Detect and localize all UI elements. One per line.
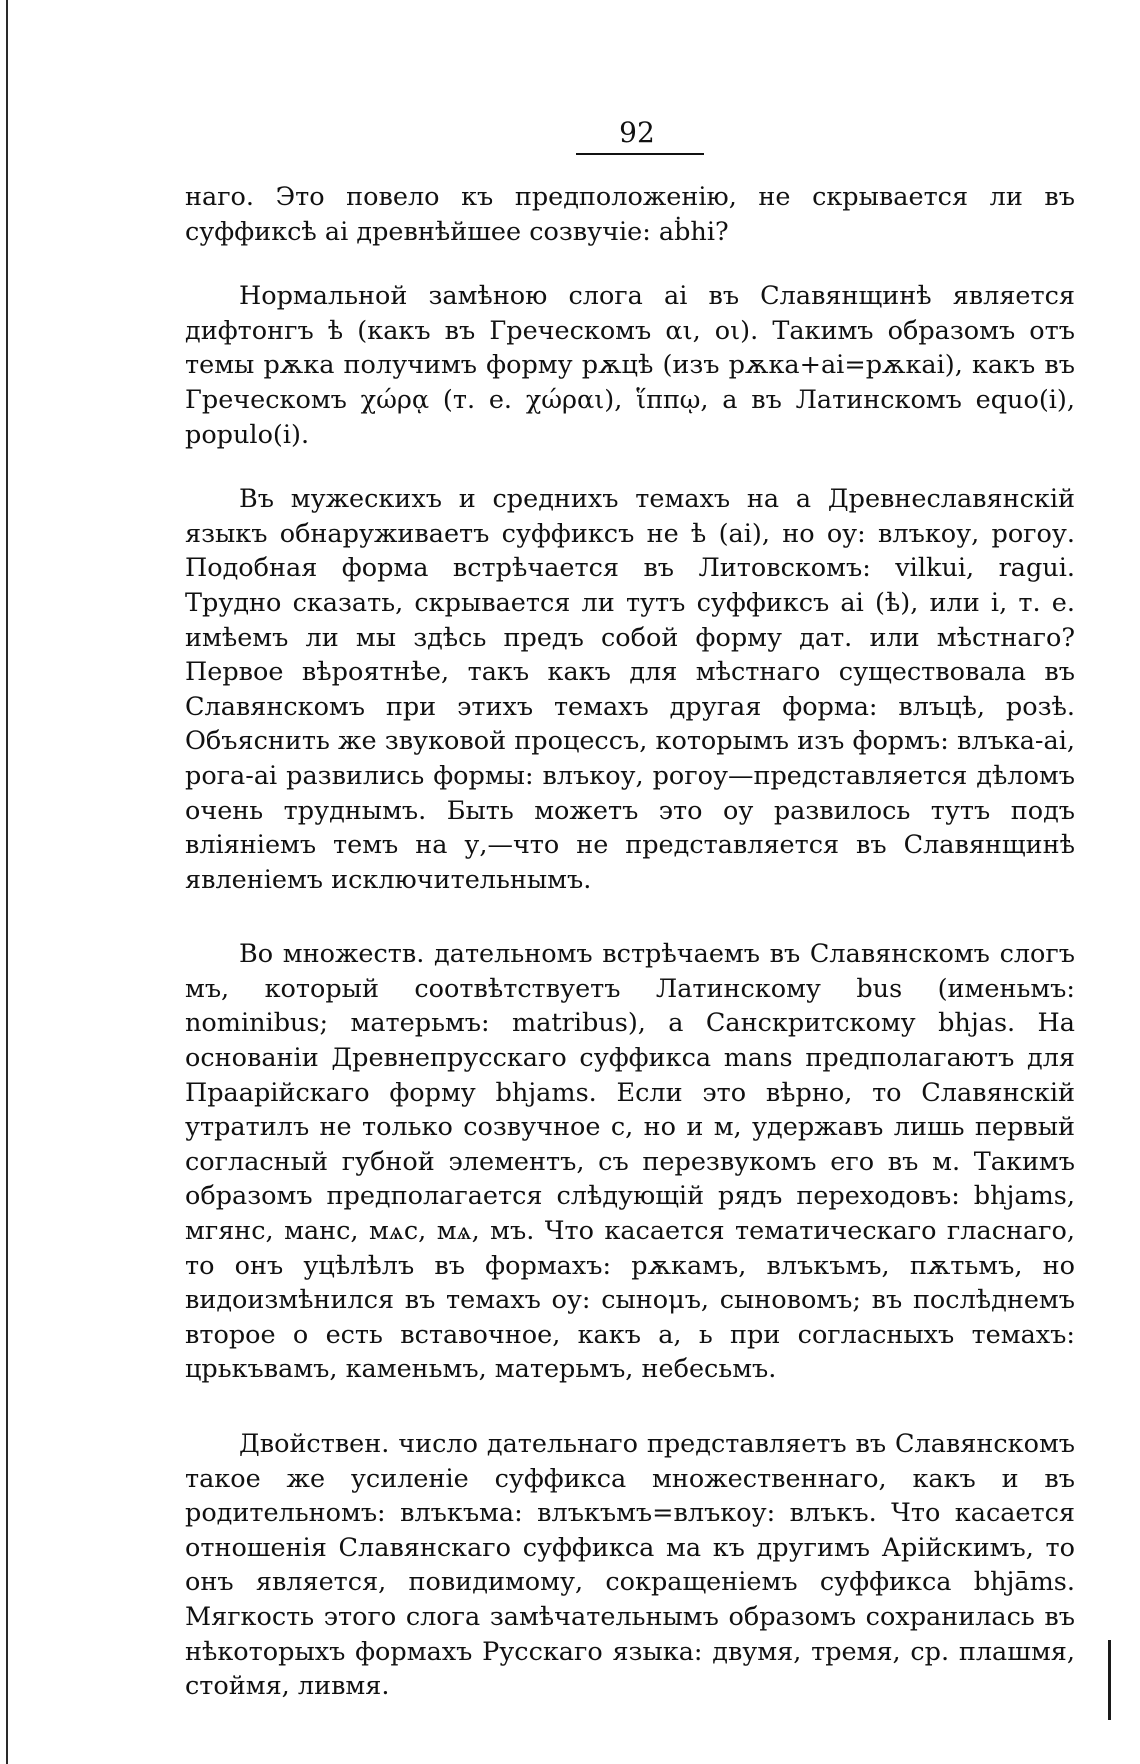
- paragraph-gap: [185, 452, 1075, 482]
- paragraph-1: наго. Это повело къ предположенію, не скрывается ли въ суффиксѣ ai древнѣйшее созвучіе: aḃhi?: [185, 182, 1075, 247]
- page-number: 92: [619, 116, 655, 149]
- paragraph-gap: [185, 1387, 1075, 1427]
- paragraph-3: Въ мужескихъ и среднихъ темахъ на а Древнеславянскій языкъ обнаруживаетъ суффиксъ не ѣ (ai), но оу: влъкоу, рогоу. Подобная форма встрѣчается въ Литовскомъ: vilkui, ragui. Трудно сказать, скрывается ли тутъ суффиксъ ai (ѣ), или i, т. е. имѣемъ ли мы здѣсь предъ собой форму дат. или мѣстнаго? Первое вѣроятнѣе, такъ какъ для мѣстнаго существовала въ Славянскомъ при этихъ темахъ другая форма: влъцѣ, розѣ. Объяснить же звуковой процессъ, которымъ изъ формъ: влъка-ai, рога-ai развились формы: влъкоу, рогоу—представляется дѣломъ очень труднымъ. Быть можетъ это оу развилось тутъ подъ вліяніемъ темъ на у,—что не представляется въ Славянщинѣ явленіемъ исключительнымъ.: [185, 484, 1075, 895]
- scan-edge-left: [6, 0, 8, 1764]
- scan-mark-right: [1108, 1640, 1111, 1720]
- page-number-rule: [576, 153, 704, 155]
- paragraph-4: Во множеств. дательномъ встрѣчаемъ въ Славянскомъ слогъ мъ, который соотвѣтствуетъ Латинскому bus (именьмъ: nominibus; матерьмъ: matribus), а Санскритскому bhjas. На основаніи Древнепрусскаго суффикса mans предполагаютъ для Праарійскаго форму bhjams. Если это вѣрно, то Славянскій утратилъ не только созвучное с, но и м, удержавъ лишь первый согласный губной элементъ, съ перезвукомъ его въ м. Такимъ образомъ предполагается слѣдующій рядъ переходовъ: bhjams, мгянс, манс, мѧс, мѧ, мъ. Что касается тематическаго гласнаго, то онъ уцѣлѣлъ въ формахъ: рѫкамъ, влъкъмъ, пѫтьмъ, но видоизмѣнился въ темахъ оу: сынομъ, сыновомъ; въ послѣднемъ второе о есть вставочное, какъ а, ь при согласныхъ темахъ: црькъвамъ, каменьмъ, матерьмъ, небесьмъ.: [185, 939, 1075, 1385]
- paragraph-5: Двойствен. число дательнаго представляетъ въ Славянскомъ такое же усиленіе суффикса множественнаго, какъ и въ родительномъ: влъкъма: влъкъмъ=влъкоу: влъкъ. Что касается отношенія Славянскаго суффикса ма къ другимъ Арійскимъ, то онъ является, повидимому, сокращеніемъ суффикса bhjāms. Мягкость этого слога замѣчательнымъ образомъ сохранилась въ нѣкоторыхъ формахъ Русскаго языка: двумя, тремя, ср. плашмя, стоймя, ливмя.: [185, 1429, 1075, 1702]
- page-body: [185, 180, 1075, 1704]
- paragraph-gap: [185, 897, 1075, 937]
- paragraph-2: Нормальной замѣною слога ai въ Славянщинѣ является дифтонгъ ѣ (какъ въ Греческомъ αι, οι). Такимъ образомъ отъ темы рѫка получимъ форму рѫцѣ (изъ рѫка+ai=рѫкai), какъ въ Греческомъ χώρᾳ (т. е. χώραι), ἵππῳ, а въ Латинскомъ equo(i), populo(i).: [185, 281, 1075, 450]
- paragraph-gap: [185, 249, 1075, 279]
